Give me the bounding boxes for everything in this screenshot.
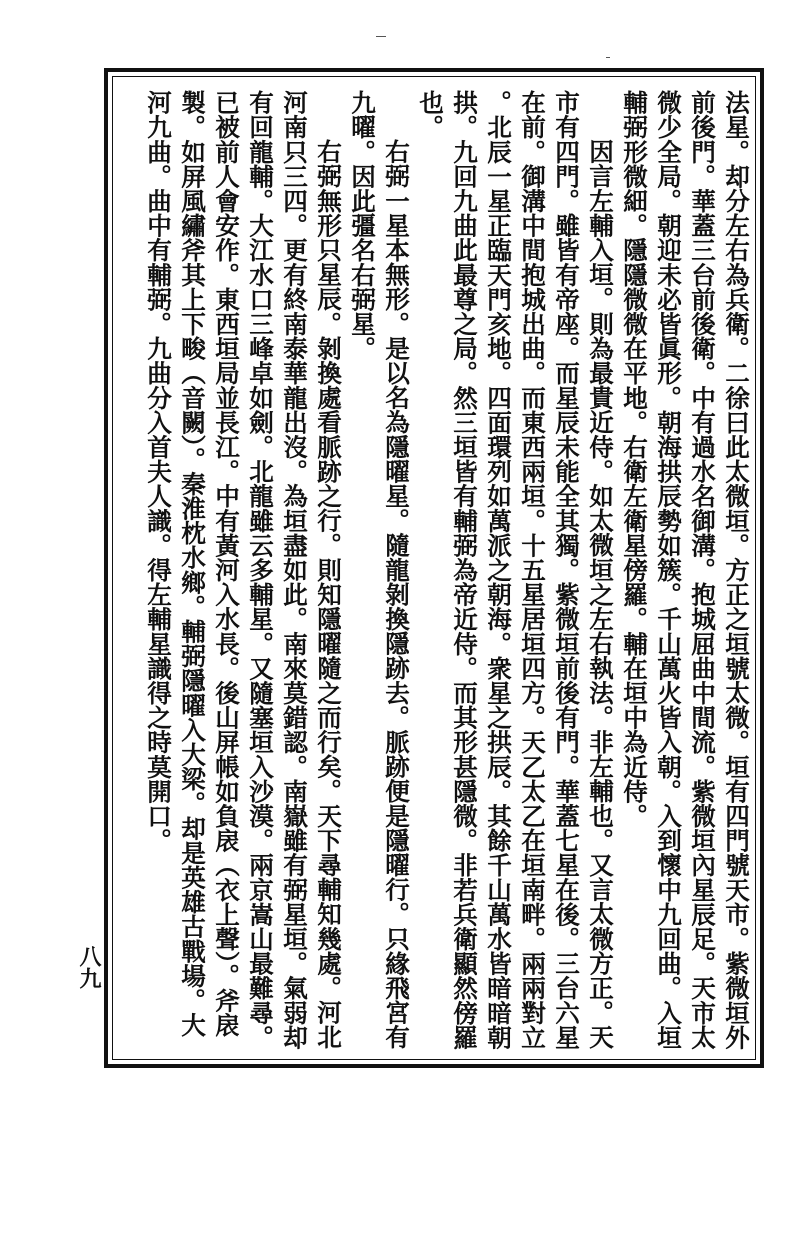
text-column: 九曜。因此彊名右弼星。 (348, 90, 377, 361)
text-column: 前後門。華蓋三台前後衛。中有過水名御溝。抱城屈曲中間流。紫微垣內星辰足。天市太 (688, 90, 717, 1050)
text-column: 也。 (416, 90, 445, 140)
text-column: 河九曲。曲中有輔弼。九曲分入首夫人識。得左輔星識得之時莫開口。 (144, 90, 173, 853)
text-column: 製。如屏風繡斧其上下畯（音闕）。秦淮枕水鄉。輔弼隱曜入大梁。却是英雄古戰場。大 (178, 90, 207, 1038)
text-column: 因言左輔入垣。則為最貴近侍。如太微垣之左右執法。非左輔也。又言太微方正。天 (586, 139, 615, 1050)
text-column: 已被前人會安作。東西垣局並長江。中有黃河入水長。後山屏帳如負扆（衣上聲）。斧扆 (212, 90, 241, 1038)
text-column: 河南只三四。更有終南泰華龍出沒。為垣盡如此。南來莫錯認。南嶽雖有弼星垣。氣弱却 (280, 90, 309, 1050)
vertical-text-block (124, 90, 751, 1050)
text-column: 右弼無形只星辰。剝換處看脈跡之行。則知隱曜隨之而行矣。天下尋輔知幾處。河北 (314, 139, 343, 1050)
text-column: 輔弼形微細。隱隱微微在平地。右衛左衛星傍羅。輔在垣中為近侍。 (620, 90, 649, 828)
text-column: 右弼一星本無形。是以名為隱曜星。隨龍剝換隱跡去。脈跡便是隱曜行。只緣飛宮有 (382, 139, 411, 1050)
scan-speck (606, 57, 610, 58)
text-column: 有回龍輔。大江水口三峰卓如劍。北龍雖云多輔星。又隨塞垣入沙漠。兩京嵩山最難尋。 (246, 90, 275, 1050)
text-column: 法星。却分左右為兵衛。二徐曰此太微垣。方正之垣號太微。垣有四門號天市。紫微垣外 (722, 90, 751, 1050)
text-column: 微少全局。朝迎未必皆眞形。朝海拱辰勢如簇。千山萬火皆入朝。入到懷中九回曲。入垣 (654, 90, 683, 1050)
text-column: 拱。九回九曲此最尊之局。然三垣皆有輔弼為帝近侍。而其形甚隱微。非若兵衛顯然傍羅 (450, 90, 479, 1050)
page-number: 八九 (76, 945, 102, 989)
text-column: 在前。御溝中間抱城出曲。而東西兩垣。十五星居垣四方。天乙太乙在垣南畔。兩兩對立 (518, 90, 547, 1050)
text-column: 市有四門。雖皆有帝座。而星辰未能全其獨。紫微垣前後有門。華蓋七星在後。三台六星 (552, 90, 581, 1050)
scan-speck (376, 36, 386, 37)
text-column: 。北辰一星正臨天門亥地。四面環列如萬派之朝海。衆星之拱辰。其餘千山萬水皆暗暗朝 (484, 90, 513, 1050)
